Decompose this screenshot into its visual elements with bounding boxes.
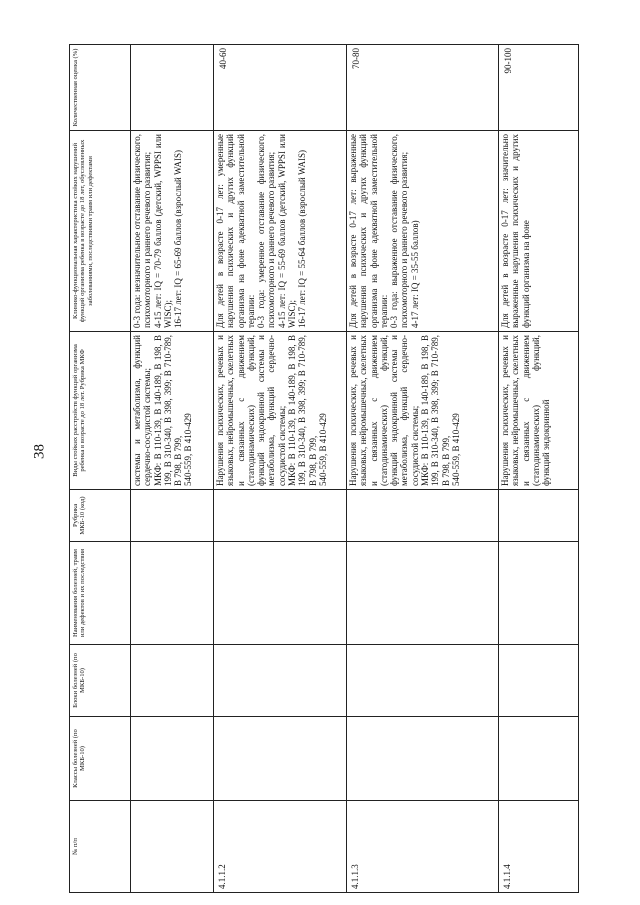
icd-code-cell [214, 490, 347, 542]
icd-code-cell [131, 490, 214, 542]
header-clinical-characteristic: Клинико-функциональная характеристика стойких нарушений функций организма ребенка в возрасте до 18 лет, обусловленных заболеваниями, последствиями травм или дефектами [70, 131, 131, 332]
score-cell: 40-60 [214, 45, 347, 131]
disease-block-cell [214, 645, 347, 717]
icd-code-cell [347, 490, 499, 542]
header-disease-class: Классы болезней (по МКБ-10) [70, 717, 131, 801]
clinical-characteristic-cell: 0-3 года: незначительное отставание физического, психомоторного и раннего речевого развития; 4-15 лет: IQ = 70-79 баллов (детский, WPPSI или WISC); 16-17 лет: IQ = 65-69 баллов (взрослый WAIS) [131, 131, 214, 332]
disease-block-cell [499, 645, 579, 717]
header-disease-name: Наименования болезней, травм или дефектов и их последствия [70, 542, 131, 645]
header-disease-block: Блоки болезней (по МКБ-10) [70, 645, 131, 717]
disease-class-cell [499, 717, 579, 801]
score-cell [131, 45, 214, 131]
table-row [499, 45, 579, 893]
disability-criteria-table [69, 44, 579, 893]
clinical-characteristic-cell: Для детей в возрасте 0-17 лет: умеренные нарушения психических и других функций организма на фоне адекватной заместительной терапии: 0-3 года: умеренное отставание физического, психомоторного и раннего речевого развития; 4-15 лет: IQ = 55-69 баллов (детский, WPPSI или WISC); 16-17 лет: IQ = 55-64 баллов (взрослый WAIS) [214, 131, 347, 332]
function-types-cell: системы и метаболизма, функций сердечно-сосудистой системы; МКФ: В 110-139, В 140-189, В 198, В 199, В 310-340, В 398, 399; В 710-789, В 798, В 799, 540-559, В 410-429 [131, 332, 214, 490]
disease-class-cell [214, 717, 347, 801]
disease-block-cell [131, 645, 214, 717]
header-function-types: Виды стойких расстройств функций организма ребенка в возрасте до 18 лет. Рубрика МКФ [70, 332, 131, 490]
clinical-characteristic-cell: Для детей в возрасте 0-17 лет: значительно выраженные нарушения психических и других функций организма на фоне [499, 131, 579, 332]
disease-name-cell [214, 542, 347, 645]
row-number [131, 801, 214, 893]
disease-name-cell [131, 542, 214, 645]
disease-class-cell [131, 717, 214, 801]
clinical-characteristic-cell: Для детей в возрасте 0-17 лет: выраженные нарушения психических и других функций организма на фоне адекватной заместительной терапии: 0-3 года: выраженное отставание физического, психомоторного и раннего речевого развития; 4-17 лет: IQ = 35-55 баллов) [347, 131, 499, 332]
score-cell: 70-80 [347, 45, 499, 131]
score-cell: 90-100 [499, 45, 579, 131]
table-header-row [70, 45, 131, 893]
icd-code-cell [499, 490, 579, 542]
row-number: 4.1.1.3 [347, 801, 499, 893]
disease-class-cell [347, 717, 499, 801]
rotated-table-sheet [69, 45, 581, 893]
function-types-cell: Нарушения психических, речевых и языковых, нейромышечных, скелетных и связанных с движением (статодинамических) функций, функций эндокринной системы и метаболизма, функций сердечно-сосудистой системы; МКФ: В 110-139, В 140-189, В 198, В 199, В 310-340, В 398, 399; В 710-789, В 798, В 799, 540-559, В 410-429 [214, 332, 347, 490]
function-types-cell: Нарушения психических, речевых и языковых, нейромышечных, скелетных и связанных с движением (статодинамических) функций, функций эндокринной [499, 332, 579, 490]
disease-name-cell [499, 542, 579, 645]
disease-name-cell [347, 542, 499, 645]
page-number: 38 [31, 444, 48, 459]
disease-block-cell [347, 645, 499, 717]
table-row [214, 45, 347, 893]
header-number: № п/п [70, 801, 131, 893]
header-icd-code: Рубрика МКБ-10 (код) [70, 490, 131, 542]
table-row [131, 45, 214, 893]
row-number: 4.1.1.2 [214, 801, 347, 893]
header-quantitative-score: Количественная оценка (%) [70, 45, 131, 131]
table-row [347, 45, 499, 893]
function-types-cell: Нарушения психических, речевых и языковых, нейромышечных, скелетных и связанных с движением (статодинамических) функций, функций эндокринной системы и метаболизма, функций сердечно-сосудистой системы; МКФ: В 110-139, В 140-189, В 198, В 199, В 310-340, В 398, 399; В 710-789, В 798, В 799, 540-559, В 410-429 [347, 332, 499, 490]
row-number: 4.1.1.4 [499, 801, 579, 893]
